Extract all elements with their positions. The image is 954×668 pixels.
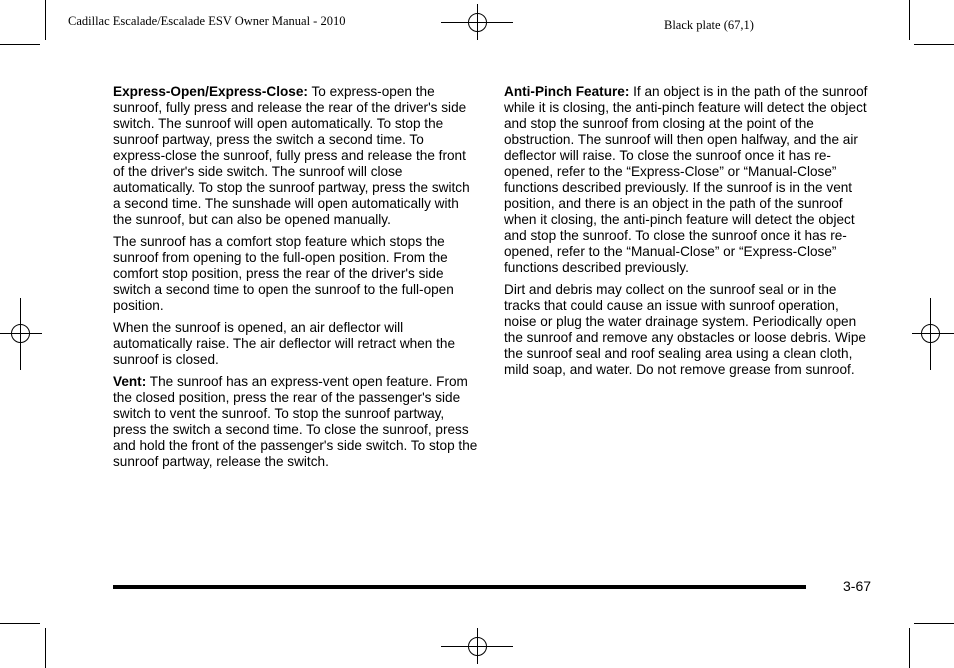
paragraph-label: Vent: (113, 374, 147, 389)
crop-mark-bottom-left-h (0, 623, 40, 624)
plate-label: Black plate (67,1) (664, 18, 754, 32)
paragraph-text: When the sunroof is opened, an air deflector will automatically raise. The air deflector will retract when the sunroof is closed. (113, 320, 456, 367)
right-column (504, 84, 868, 384)
page-number: 3-67 (843, 578, 872, 594)
paragraph-express-open-close (113, 84, 478, 228)
paragraph-text: The sunroof has a comfort stop feature which stops the sunroof from opening to the full-open position. From the comfort stop position, press the rear of the driver's side switch a second time to open the sunroof to the full-open position. (113, 234, 454, 313)
crop-mark-top-left-v (45, 0, 46, 40)
paragraph-text: The sunroof has an express-vent open feature. From the closed position, press the rear of the passenger's side switch to vent the sunroof. To stop the sunroof partway, press the switch a second time. To close the sunroof, press and hold the front of the passenger's side switch. To stop the sunroof partway, release the switch. (113, 374, 478, 469)
paragraph-comfort-stop (113, 234, 478, 314)
footer-rule (113, 585, 806, 589)
crop-mark-bottom-left-v (45, 628, 46, 668)
crop-mark-top-left-h (0, 44, 40, 45)
crop-mark-top-right-h (914, 44, 954, 45)
paragraph-vent (113, 374, 478, 470)
crop-mark-top-right-v (909, 0, 910, 40)
crop-mark-bottom-right-v (909, 628, 910, 668)
paragraph-anti-pinch (504, 84, 868, 276)
paragraph-label: Express-Open/Express-Close: (113, 84, 308, 99)
manual-title: Cadillac Escalade/Escalade ESV Owner Manual - 2010 (68, 14, 346, 28)
paragraph-air-deflector (113, 320, 478, 368)
paragraph-text: Dirt and debris may collect on the sunroof seal or in the tracks that could cause an issue with sunroof operation, noise or plug the water drainage system. Periodically open the sunroof and remove any obstacles or loose debris. Wipe the sunroof seal and roof sealing area using a clean cloth, mild soap, and water. Do not remove grease from sunroof. (504, 282, 866, 377)
left-column (113, 84, 478, 476)
paragraph-dirt-debris (504, 282, 868, 378)
paragraph-text: To express-open the sunroof, fully press and release the rear of the driver's side switch. The sunroof will open automatically. To stop the sunroof partway, press the switch a second time. To express-close the sunroof, fully press and release the front of the driver's side switch. The sunroof will close automatically. To stop the sunroof partway, press the switch a second time. The sunshade will open automatically with the sunroof, but can also be opened manually. (113, 84, 470, 227)
paragraph-text: If an object is in the path of the sunroof while it is closing, the anti-pinch feature will detect the object and stop the sunroof from closing at the point of the obstruction. The sunroof will then open halfway, and the air deflector will raise. To close the sunroof once it has re-opened, refer to the “Express-Close” or “Manual-Close” functions described previously. If the sunroof is in the vent position, and there is an object in the path of the sunroof when it closing, the anti-pinch feature will detect the object and stop the sunroof. To close the sunroof once it has re-opened, refer to the “Manual-Close” or “Express-Close” functions described previously. (504, 84, 868, 275)
crop-mark-bottom-right-h (914, 623, 954, 624)
paragraph-label: Anti-Pinch Feature: (504, 84, 630, 99)
